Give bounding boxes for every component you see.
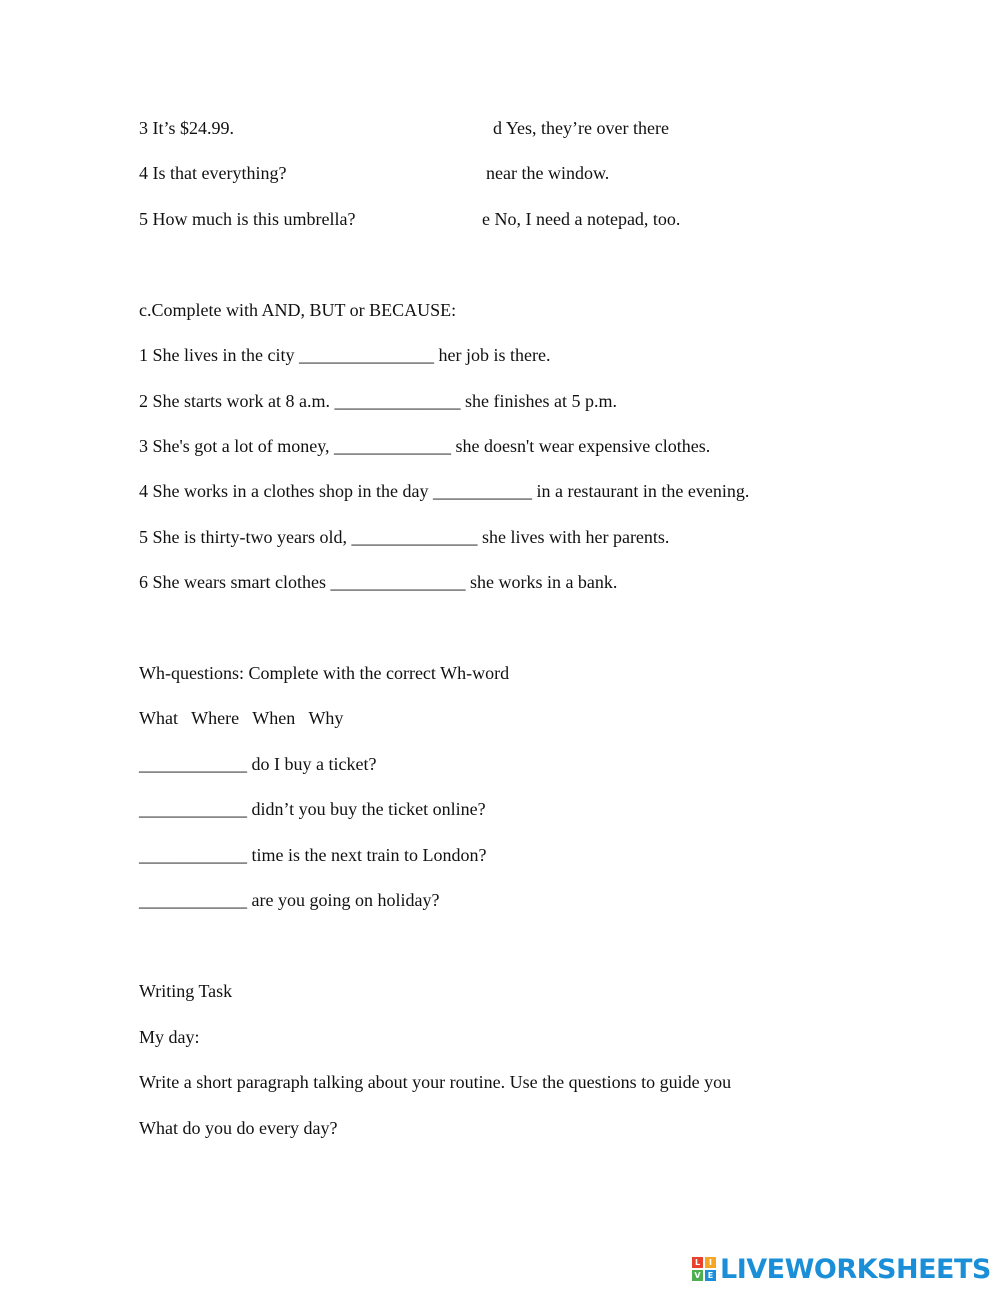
match-left-4: 4 Is that everything? [139,163,287,183]
logo-block-v: V [692,1270,703,1281]
section-c-item-2: 2 She starts work at 8 a.m. ______________ she finishes at 5 p.m. [139,391,617,411]
liveworksheets-logo [692,1253,991,1285]
writing-subtitle: My day: [139,1027,200,1047]
writing-question: What do you do every day? [139,1118,338,1138]
match-right-d: d Yes, they’re over there [493,118,669,138]
writing-title: Writing Task [139,981,233,1001]
match-left-5: 5 How much is this umbrella? [139,209,356,229]
logo-block-i: I [705,1257,716,1268]
wh-word-bank: What Where When Why [139,708,344,728]
writing-instruction: Write a short paragraph talking about your routine. Use the questions to guide you [139,1072,732,1092]
logo-text: LIVEWORKSHEETS [720,1253,991,1285]
match-left-3: 3 It’s $24.99. [139,118,235,138]
wh-item-3: ____________ time is the next train to London? [139,845,487,865]
wh-title: Wh-questions: Complete with the correct Wh-word [139,663,510,683]
section-c-item-1: 1 She lives in the city _______________ her job is there. [139,345,551,365]
wh-item-1: ____________ do I buy a ticket? [139,754,377,774]
wh-item-4: ____________ are you going on holiday? [139,890,440,910]
logo-block-l: L [692,1257,703,1268]
section-c-item-5: 5 She is thirty-two years old, ______________ she lives with her parents. [139,527,670,547]
section-c-item-3: 3 She's got a lot of money, _____________ she doesn't wear expensive clothes. [139,436,711,456]
section-c-title: c.Complete with AND, BUT or BECAUSE: [139,300,457,320]
section-c-item-6: 6 She wears smart clothes _______________ she works in a bank. [139,572,618,592]
wh-item-2: ____________ didn’t you buy the ticket online? [139,799,486,819]
match-right-e: e No, I need a notepad, too. [482,209,681,229]
match-right-d-cont: near the window. [486,163,610,183]
section-c-item-4: 4 She works in a clothes shop in the day ___________ in a restaurant in the evening. [139,481,750,501]
logo-block-e: E [705,1270,716,1281]
logo-blocks-icon [692,1257,716,1281]
